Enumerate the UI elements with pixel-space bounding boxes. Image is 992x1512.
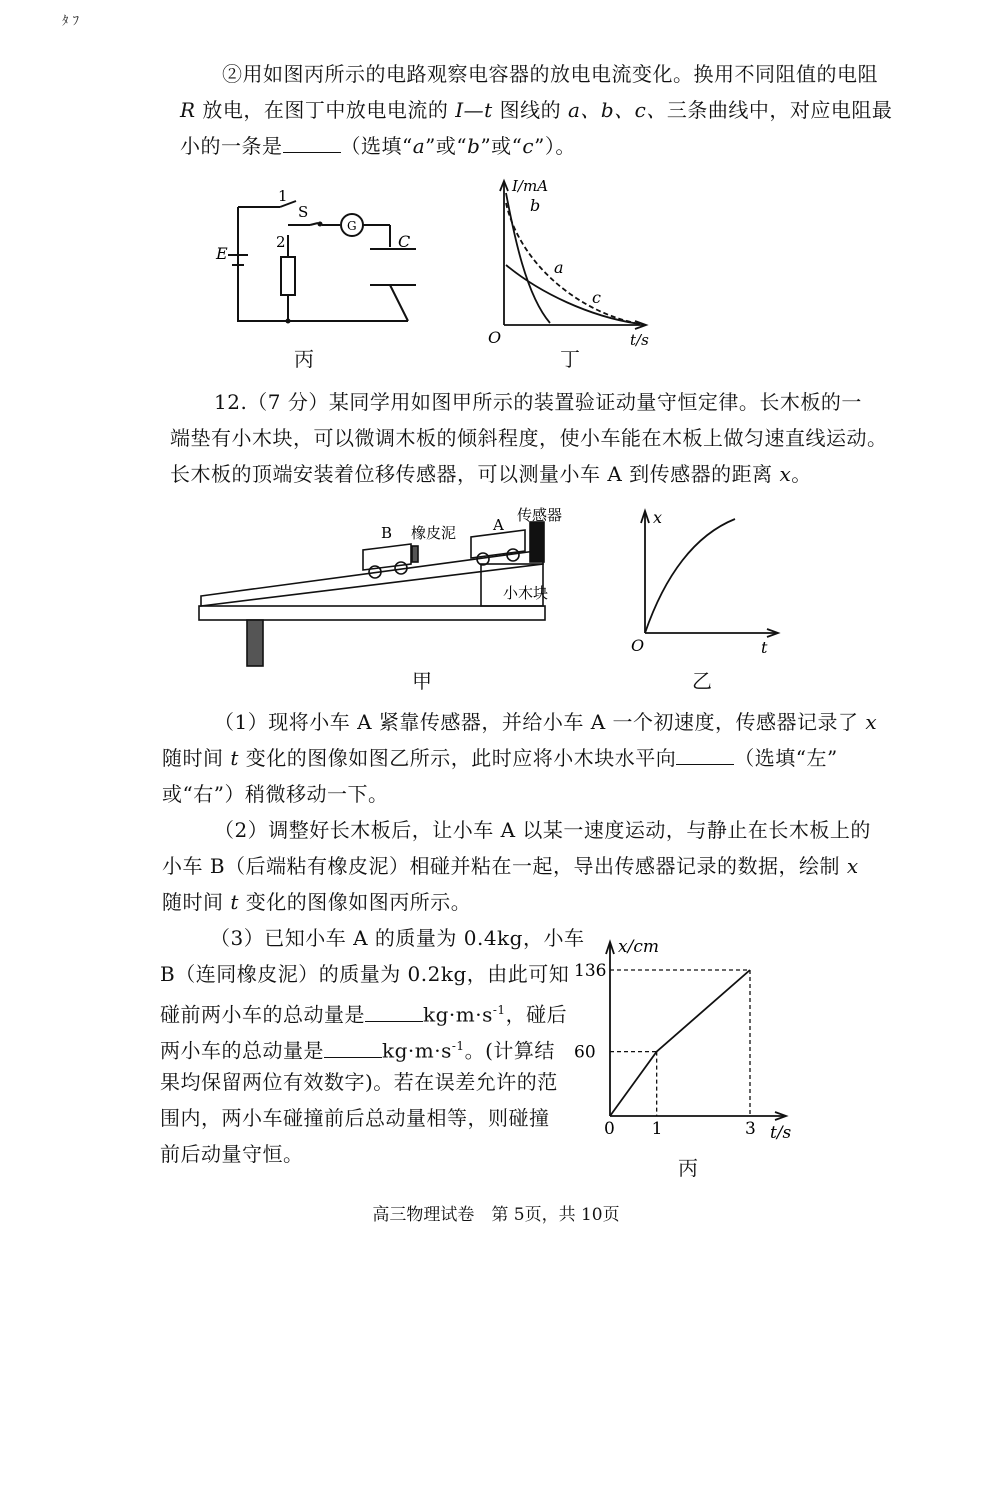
page-footer: 高三物理试卷 第 5页，共 10页 bbox=[372, 1205, 620, 1225]
q12-line1: 12.（7 分）某同学用如图甲所示的装置验证动量守恒定律。长木板的一 bbox=[214, 390, 862, 414]
x-symbol: x bbox=[865, 710, 878, 734]
x-axis-label: t/s bbox=[770, 1123, 792, 1143]
switch-label: S bbox=[298, 203, 309, 221]
figure-caption-bing: 丙 bbox=[294, 347, 314, 371]
q12-text: 长木板的顶端安装着位移传感器，可以测量小车 A 到传感器的距离 bbox=[170, 462, 780, 486]
unit-text: kg·m·s bbox=[382, 1038, 452, 1063]
part3-text: 。(计算结 bbox=[464, 1038, 555, 1063]
x-tick-label: 3 bbox=[745, 1119, 756, 1139]
origin-label: 0 bbox=[604, 1119, 615, 1139]
part3-line4 bbox=[160, 1028, 555, 1069]
sensor-label: 传感器 bbox=[517, 506, 563, 524]
galvanometer-label: G bbox=[347, 219, 357, 233]
part1-text: 变化的图像如图乙所示，此时应将小木块水平向 bbox=[238, 746, 677, 770]
curve-labels: a、b、c、 bbox=[567, 98, 667, 122]
part3-line6: 围内，两小车碰撞前后总动量相等，则碰撞 bbox=[160, 1106, 550, 1130]
part3-text: 碰前两小车的总动量是 bbox=[160, 1002, 365, 1027]
option-c: c bbox=[522, 134, 535, 158]
q11-line3 bbox=[180, 128, 576, 164]
part3-line7: 前后动量守恒。 bbox=[160, 1142, 304, 1166]
q11-text: ”或“ bbox=[480, 134, 523, 158]
q11-line1: ②用如图丙所示的电路观察电容器的放电电流变化。换用不同阻值的电阻 bbox=[222, 62, 878, 86]
q11-text: 三条曲线中，对应电阻最 bbox=[666, 98, 893, 122]
figure-caption-jia: 甲 bbox=[412, 669, 432, 693]
answer-blank-2[interactable] bbox=[676, 746, 734, 765]
part1-line2 bbox=[162, 740, 838, 776]
answer-blank-1[interactable] bbox=[283, 134, 341, 153]
curve-b-label: b bbox=[530, 196, 541, 215]
capacitor-label: C bbox=[398, 232, 411, 251]
x-axis-label: t bbox=[761, 638, 768, 657]
part1-text: （选填“左” bbox=[734, 746, 838, 770]
block-label: 小木块 bbox=[503, 584, 549, 602]
curve-a-label: a bbox=[554, 258, 564, 277]
origin-label: O bbox=[488, 328, 502, 347]
answer-blank-4[interactable] bbox=[324, 1039, 382, 1058]
circuit-diagram bbox=[210, 185, 440, 335]
part2-text: 小车 B（后端粘有橡皮泥）相碰并粘在一起，导出传感器记录的数据，绘制 bbox=[162, 854, 847, 878]
part3-line2: B（连同橡皮泥）的质量为 0.2kg，由此可知 bbox=[160, 962, 570, 986]
q11-text: 放电，在图丁中放电电流的 bbox=[195, 98, 456, 122]
part2-line3 bbox=[162, 884, 471, 920]
unit-exponent: -1 bbox=[451, 1039, 465, 1053]
part3-text: 两小车的总动量是 bbox=[160, 1038, 324, 1063]
unit-text: kg·m·s bbox=[423, 1002, 493, 1027]
xt-graph-yi bbox=[625, 505, 785, 655]
q12-line3 bbox=[170, 456, 812, 492]
it-symbol: I—t bbox=[455, 98, 493, 122]
t-symbol: t bbox=[230, 746, 239, 770]
part2-text: 变化的图像如图丙所示。 bbox=[238, 890, 472, 914]
q11-text: ”）。 bbox=[534, 134, 576, 158]
series-line bbox=[610, 970, 750, 1116]
xt-graph-bing bbox=[570, 930, 810, 1150]
x-symbol: x bbox=[846, 854, 859, 878]
q11-text: 小的一条是 bbox=[180, 134, 283, 158]
curve-c-label: c bbox=[592, 288, 601, 307]
origin-label: O bbox=[631, 636, 645, 655]
part3-line3 bbox=[160, 992, 567, 1033]
y-axis-label: x/cm bbox=[618, 937, 659, 957]
option-a: a bbox=[412, 134, 426, 158]
part2-line1: （2）调整好长木板后，让小车 A 以某一速度运动，与静止在长木板上的 bbox=[214, 818, 871, 842]
answer-blank-3[interactable] bbox=[365, 1003, 423, 1022]
y-tick-label: 60 bbox=[574, 1042, 596, 1063]
car-b-label: B bbox=[381, 524, 393, 542]
x-axis-label: t/s bbox=[630, 331, 649, 349]
y-axis-label: x bbox=[653, 508, 663, 527]
part1-text: 随时间 bbox=[162, 746, 231, 770]
q12-line2: 端垫有小木块，可以微调木板的倾斜程度，使小车能在木板上做匀速直线运动。 bbox=[170, 426, 888, 450]
q11-text: 图线的 bbox=[492, 98, 568, 122]
q11-line2 bbox=[180, 92, 892, 128]
y-axis-label: I/mA bbox=[512, 177, 549, 195]
x-symbol: x bbox=[779, 462, 792, 486]
unit-exponent: -1 bbox=[492, 1003, 506, 1017]
q11-text: （选填“ bbox=[340, 134, 413, 158]
part2-line2 bbox=[162, 848, 859, 884]
option-b: b bbox=[467, 134, 481, 158]
y-tick-label: 136 bbox=[574, 961, 607, 981]
contact-2-label: 2 bbox=[276, 233, 286, 251]
resistor-symbol: R bbox=[180, 98, 196, 122]
part1-line3: 或“右”）稍微移动一下。 bbox=[162, 782, 389, 806]
q12-text: 。 bbox=[791, 462, 812, 486]
putty-label: 橡皮泥 bbox=[411, 524, 457, 542]
part3-line5: 果均保留两位有效数字)。若在误差允许的范 bbox=[160, 1070, 558, 1094]
figure-caption-yi: 乙 bbox=[692, 669, 712, 693]
apparatus-diagram bbox=[195, 500, 563, 670]
figure-caption-ding: 丁 bbox=[560, 347, 580, 371]
it-graph bbox=[480, 175, 660, 350]
x-tick-label: 1 bbox=[651, 1119, 663, 1139]
car-a-label: A bbox=[493, 516, 504, 534]
figure-caption-bing-graph: 丙 bbox=[678, 1156, 698, 1180]
part3-line1: （3）已知小车 A 的质量为 0.4kg，小车 bbox=[210, 926, 585, 950]
part2-text: 随时间 bbox=[162, 890, 231, 914]
q11-text: ”或“ bbox=[425, 134, 468, 158]
part1-text: （1）现将小车 A 紧靠传感器，并给小车 A 一个初速度，传感器记录了 bbox=[214, 710, 866, 734]
part1-line1 bbox=[214, 704, 877, 740]
emf-label: E bbox=[216, 244, 228, 263]
corner-mark: ﾀ ﾌ bbox=[62, 14, 80, 29]
t-symbol: t bbox=[230, 890, 239, 914]
part3-text: ，碰后 bbox=[505, 1002, 568, 1027]
contact-1-label: 1 bbox=[278, 187, 288, 205]
